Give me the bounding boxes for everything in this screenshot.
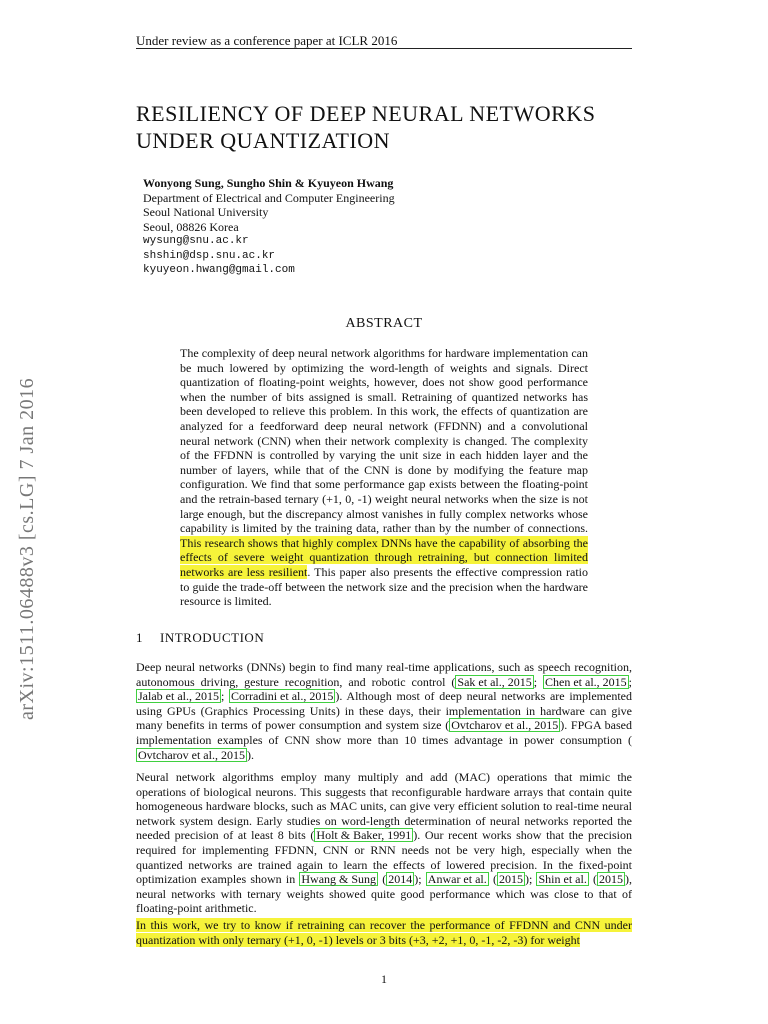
email-1: wysung@snu.ac.kr <box>143 235 249 247</box>
citation-link[interactable]: 2015 <box>599 872 623 887</box>
p1-text-g: ). <box>246 747 254 762</box>
citation-link[interactable]: Hwang & Sung <box>301 872 377 887</box>
p2-text-f: ); <box>524 872 537 887</box>
p1-text-a: Deep neural networks (DNNs) begin to find many real-time applications, such as speech recognition, autonomous driving, gesture recognition, and robotic control ( <box>136 660 632 689</box>
abstract-body <box>180 346 588 609</box>
section-number: 1 <box>136 630 143 645</box>
citation-link[interactable]: Chen et al., 2015 <box>545 674 627 689</box>
intro-paragraph-3 <box>136 918 632 947</box>
citation-link[interactable]: Jalab et al., 2015 <box>138 689 219 704</box>
running-header: Under review as a conference paper at ICLR 2016 <box>136 33 398 48</box>
abstract-text-after: . This paper also presents the effective compression ratio to guide the trade-off between the network size and the precision when the hardware resource is limited. <box>180 564 588 609</box>
affiliation-university: Seoul National University <box>143 205 269 219</box>
citation-link[interactable]: 2015 <box>498 872 523 887</box>
citation-link[interactable]: Holt & Baker, 1991 <box>316 828 412 843</box>
abstract-heading: ABSTRACT <box>345 316 423 331</box>
title-line-2: UNDER QUANTIZATION <box>136 128 391 153</box>
p2-text-e: ( <box>488 872 497 887</box>
abstract-highlight: This research shows that highly complex DNNs have the capability of absorbing the effects of severe weight quantization through retraining, but connection limited networks are less resilient <box>180 535 588 579</box>
citation-link[interactable]: Sak et al., 2015 <box>457 674 532 689</box>
p1-text-c: ; <box>628 674 632 689</box>
p1-text-e: ). Although most of deep neural networks are implemented using GPUs (Graphics Processing Units) in these days, their implementation in hardware can give many benefits in terms of power consumption and system size ( <box>136 689 632 733</box>
citation-link[interactable]: Ovtcharov et al., 2015 <box>451 718 559 733</box>
title-line-1: RESILIENCY OF DEEP NEURAL NETWORKS <box>136 101 596 126</box>
author-names: Wonyong Sung, Sungho Shin & Kyuyeon Hwang <box>143 176 394 190</box>
p2-text-b: ). Our recent works show that the precision required for implementing FFDNN, CNN or RNN needs not be very high, especially when the quantized networks are trained again to learn the effects of lowered precision. In the fixed-point optimization examples shown in <box>136 828 632 887</box>
paper-title <box>136 100 656 154</box>
citation-link[interactable]: Shin et al. <box>538 872 587 887</box>
citation-link[interactable]: Ovtcharov et al., 2015 <box>138 747 245 762</box>
p3-highlight: In this work, we try to know if retraining can recover the performance of FFDNN and CNN under quantization with only ternary (+1, 0, -1) levels or 3 bits (+3, +2, +1, 0, -1, -2, -3) for weight <box>136 918 632 947</box>
p2-text-d: ); <box>414 872 426 887</box>
p1-text-d: ; <box>220 689 230 704</box>
arxiv-stamp: arXiv:1511.06488v3 [cs.LG] 7 Jan 2016 <box>16 377 38 720</box>
section-title: INTRODUCTION <box>160 630 265 645</box>
citation-link[interactable]: Anwar et al. <box>427 872 487 887</box>
email-3: kyuyeon.hwang@gmail.com <box>143 264 295 276</box>
p2-text-h: ), neural networks with ternary weights showed quite good performance which was close to that of floating-point arithmetic. <box>136 872 632 916</box>
p2-text-g: ( <box>588 872 597 887</box>
intro-paragraph-2 <box>136 770 632 916</box>
p2-text-a: Neural network algorithms employ many multiply and add (MAC) operations that mimic the operations of biological neurons. This suggests that reconfigurable hardware arrays that contain quite homogeneous hardware blocks, such as MAC units, can give very efficient solution to real-time neural network system design. Early studies on word-length determination of neural networks reported the needed precision of at least 8 bits ( <box>136 770 632 843</box>
affiliation-department: Department of Electrical and Computer Engineering <box>143 190 395 205</box>
citation-link[interactable]: 2014 <box>388 872 413 887</box>
p2-text-c: ( <box>378 872 387 887</box>
citation-link[interactable]: Corradini et al., 2015 <box>231 689 334 704</box>
page-number: 1 <box>381 972 387 986</box>
intro-paragraph-1 <box>136 660 632 762</box>
email-2: shshin@dsp.snu.ac.kr <box>143 249 276 262</box>
p1-text-f: ). FPGA based implementation examples of CNN show more than 10 times advantage in power consumption ( <box>136 718 632 747</box>
header-rule <box>136 48 632 49</box>
affiliation-address: Seoul, 08826 Korea <box>143 219 239 234</box>
author-block <box>143 176 395 278</box>
section-heading <box>136 630 264 646</box>
p1-text-b: ; <box>533 674 543 689</box>
abstract-text-before: The complexity of deep neural network algorithms for hardware implementation can be much lowered by optimizing the word-length of weights and signals. Direct quantization of floating-point weights, however, does not show good performance when the number of bits assigned is small. Retraining of quantized networks has been developed to relieve this problem. In this work, the effects of quantization are analyzed for a feedforward deep neural network (FFDNN) and a convolutional neural network (CNN) when their network complexity is changed. The complexity of the FFDNN is controlled by varying the unit size in each hidden layer and the number of layers, while that of the CNN is done by modifying the feature map configuration. We find that some performance gap exists between the floating-point and the retrain-based ternary (+1, 0, -1) weight neural networks when the size is not large enough, but the discrepancy almost vanishes in fully complex networks whose capability is limited by the training data, rather than by the number of connections. <box>180 346 588 536</box>
